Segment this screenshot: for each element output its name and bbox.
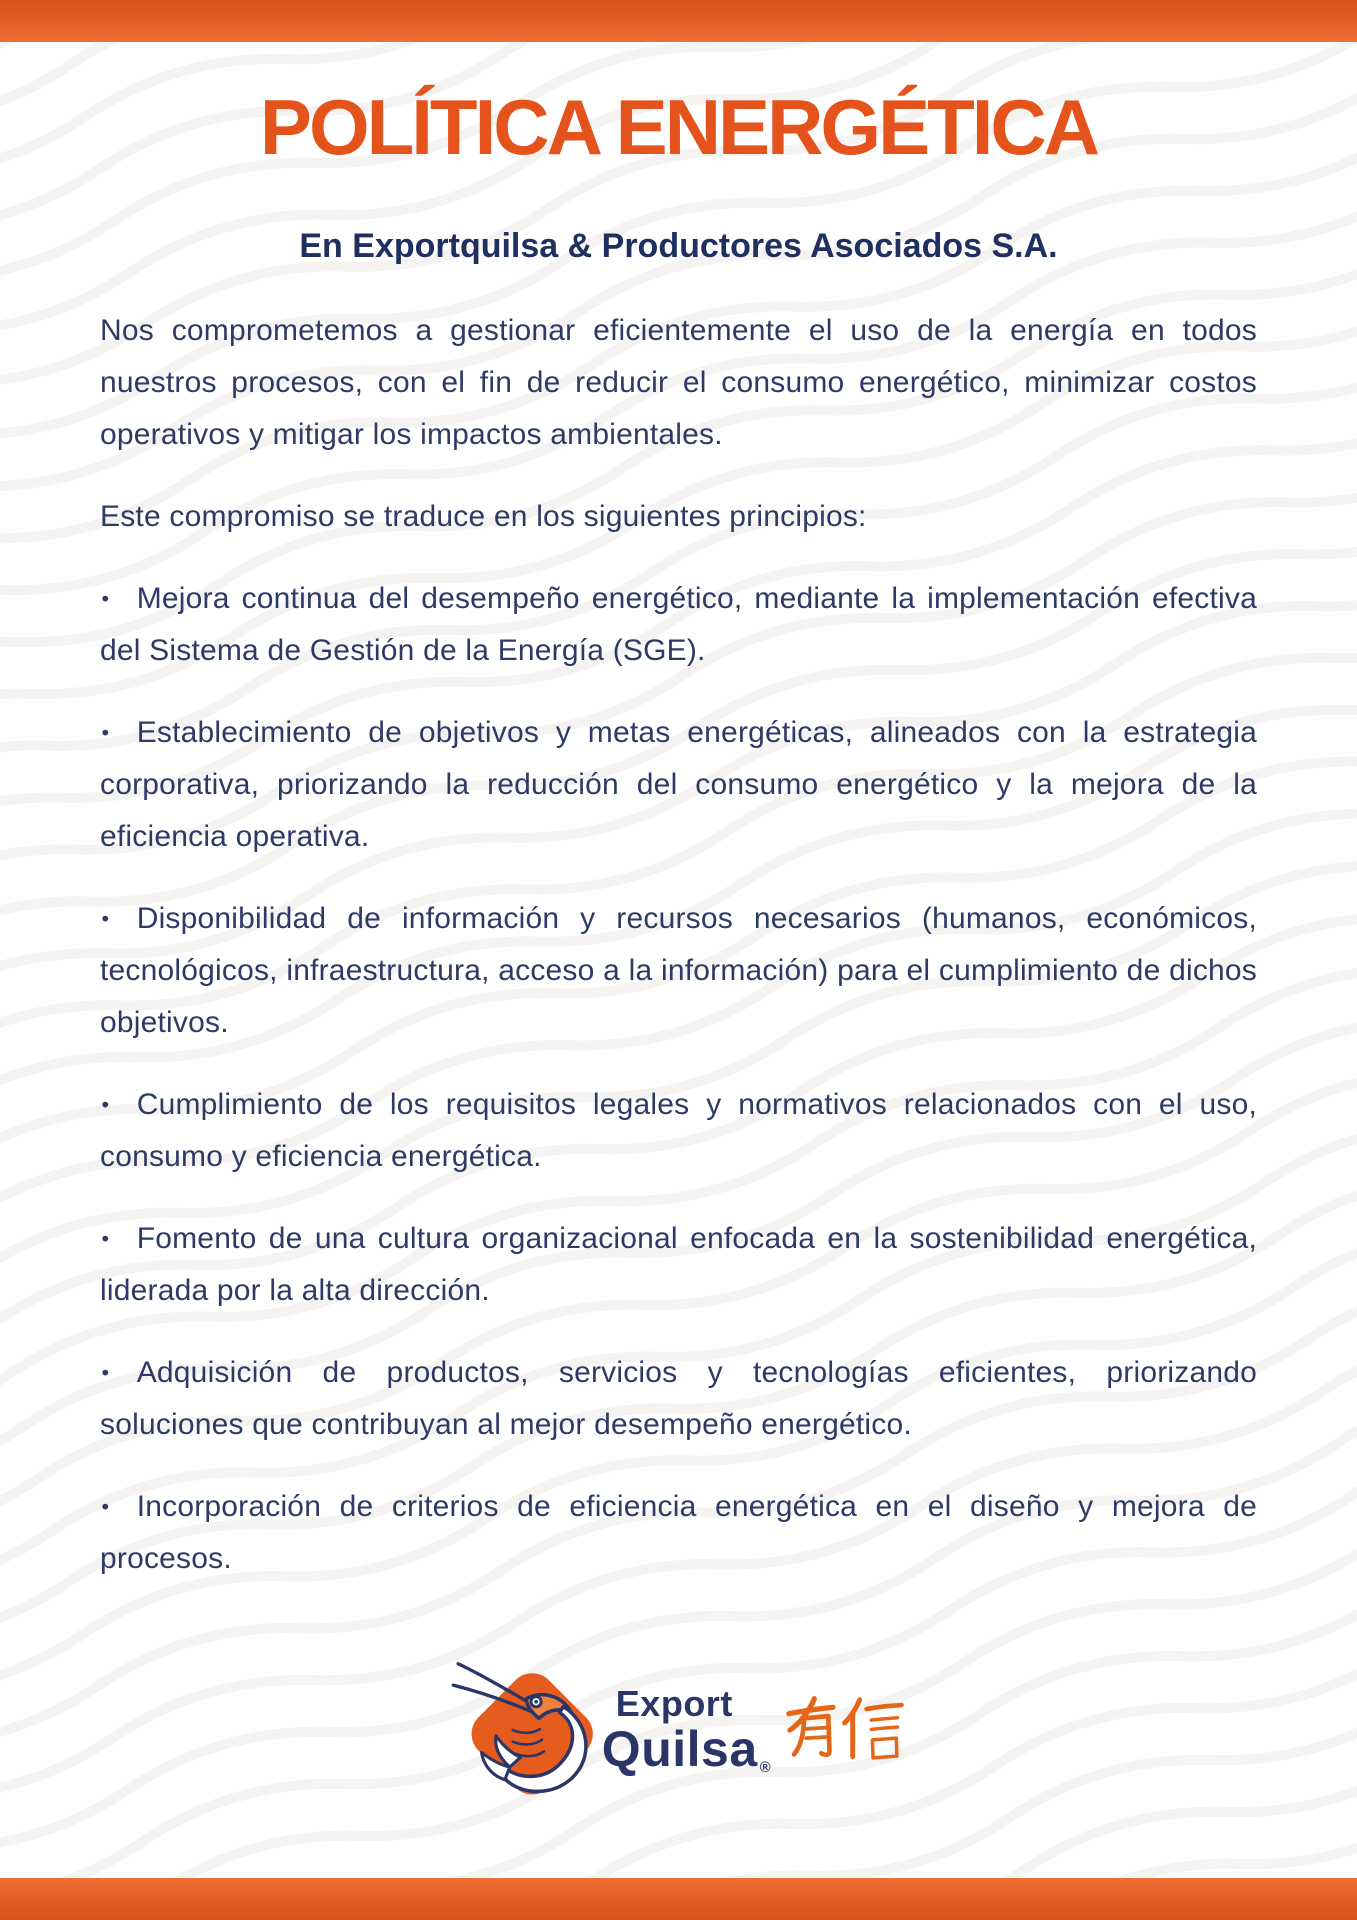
policy-bullet	[100, 1347, 1257, 1451]
policy-bullet	[100, 1213, 1257, 1317]
bullet-marker: •	[101, 1495, 110, 1519]
bullet-text: Adquisición de productos, servicios y tecnologías eficientes, priorizando soluciones que contribuyan al mejor desempeño energético.	[100, 1356, 1257, 1442]
cjk-hanzi-youxin-icon	[785, 1695, 907, 1765]
bullet-marker: •	[101, 587, 110, 611]
policy-bullet	[100, 1481, 1257, 1585]
bullet-text: Mejora continua del desempeño energético, mediante la implementación efectiva del Sistema de Gestión de la Energía (SGE).	[100, 582, 1257, 668]
bullet-marker: •	[101, 1361, 110, 1385]
bullet-text: Establecimiento de objetivos y metas energéticas, alineados con la estrategia corporativa, priorizando la reducción del consumo energético y la mejora de la eficiencia operativa.	[100, 716, 1257, 854]
bullet-marker: •	[101, 907, 110, 931]
bullet-text: Cumplimiento de los requisitos legales y normativos relacionados con el uso, consumo y eficiencia energética.	[100, 1088, 1257, 1174]
company-logo	[450, 1652, 907, 1808]
bottom-orange-band	[0, 1878, 1357, 1920]
policy-bullet	[100, 707, 1257, 863]
bullet-text: Fomento de una cultura organizacional enfocada en la sostenibilidad energética, liderada por la alta dirección.	[100, 1222, 1257, 1308]
policy-bullet	[100, 1079, 1257, 1183]
brand-wordmark	[601, 1683, 772, 1777]
registered-trademark: ®	[759, 1759, 772, 1776]
document-content	[0, 83, 1357, 1585]
policy-body	[100, 305, 1257, 1585]
policy-bullet	[100, 893, 1257, 1049]
bullet-text: Incorporación de criterios de eficiencia energética en el diseño y mejora de procesos.	[100, 1490, 1257, 1576]
page-title: POLÍTICA ENERGÉTICA	[259, 83, 1098, 171]
bullet-text: Disponibilidad de información y recursos necesarios (humanos, económicos, tecnológicos, infraestructura, acceso a la información) para el cumplimiento de dichos objetivos.	[100, 902, 1257, 1040]
top-orange-band	[0, 0, 1357, 42]
bullet-marker: •	[101, 1227, 110, 1251]
policy-bullet	[100, 573, 1257, 677]
bullet-marker: •	[101, 721, 110, 745]
brand-line1: Export	[615, 1683, 733, 1724]
shrimp-diamond-icon	[450, 1652, 606, 1808]
intro-paragraph: Nos comprometemos a gestionar eficientemente el uso de la energía en todos nuestros procesos, con el fin de reducir el consumo energético, minimizar costos operativos y mitigar los impactos ambientales.	[100, 314, 1257, 452]
page-subtitle: En Exportquilsa & Productores Asociados S.A.	[299, 227, 1058, 265]
bullet-marker: •	[101, 1093, 110, 1117]
brand-line2: Quilsa ®	[601, 1721, 772, 1777]
principles-lead: Este compromiso se traduce en los siguientes principios:	[100, 500, 867, 534]
